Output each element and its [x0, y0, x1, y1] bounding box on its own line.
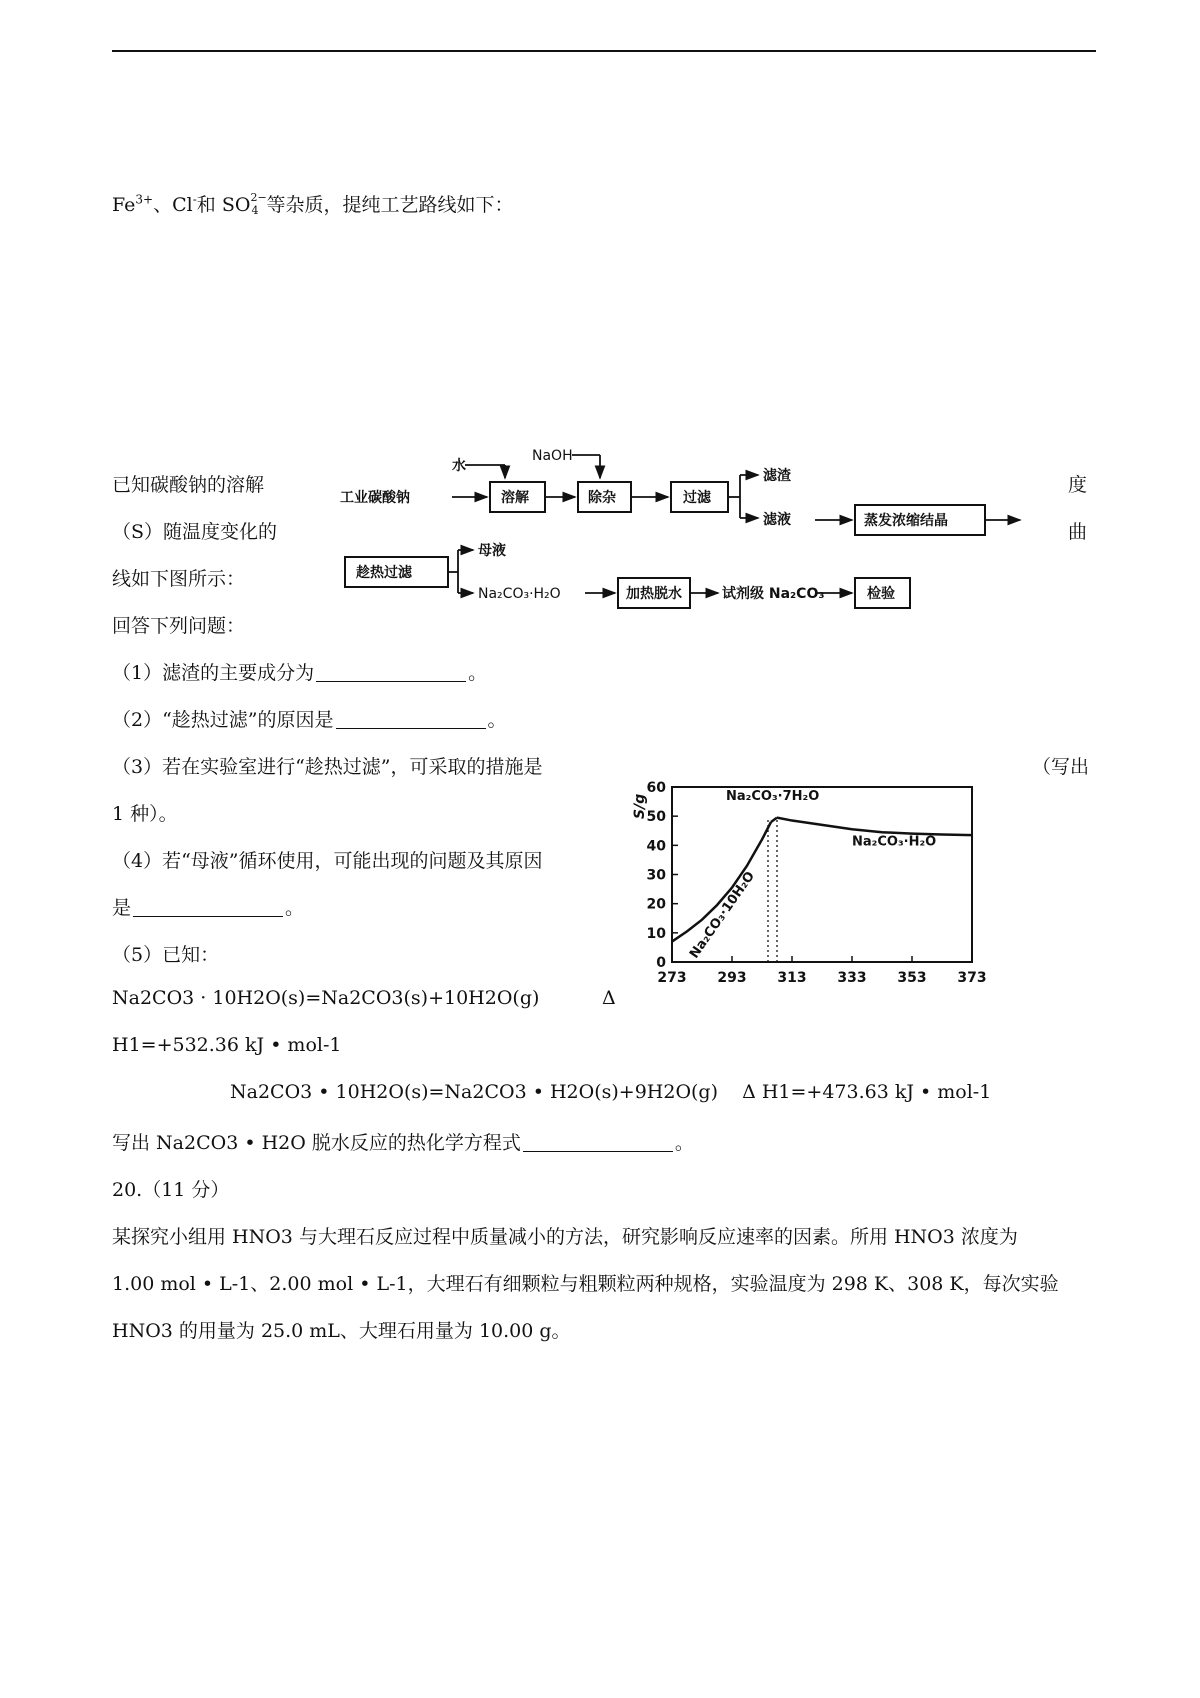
question-4-cont [112, 893, 304, 920]
y-tick-label: 40 [646, 838, 666, 855]
label-residue: 滤渣 [763, 468, 791, 484]
intro-rest: 等杂质，提纯工艺路线如下： [266, 194, 514, 216]
y-tick-label: 30 [646, 867, 666, 884]
y-axis-label: S/g [632, 793, 648, 819]
x-tick-label: 373 [957, 970, 987, 986]
question-4-cont-text: 是 [112, 897, 132, 919]
box-dissolve: 溶解 [501, 490, 529, 506]
question-3-right: （写出 [1032, 756, 1090, 778]
y-tick-label: 10 [646, 925, 666, 942]
conjunction: 和 [196, 194, 216, 216]
x-tick-label: 313 [777, 970, 807, 986]
box-filter: 过滤 [683, 490, 711, 506]
label-industrial-soda: 工业碳酸钠 [340, 490, 410, 506]
equation-1-delta: Δ [602, 987, 616, 1009]
y-tick-label: 20 [646, 896, 666, 913]
series-line-1 [771, 818, 777, 822]
label-water: 水 [452, 458, 466, 474]
ion-cl: Cl [172, 194, 193, 216]
equation-1 [112, 987, 539, 1009]
solubility-chart [630, 775, 1010, 1015]
x-tick-label: 353 [897, 970, 927, 986]
label-mother-liquor: 母液 [478, 543, 506, 559]
question-1 [112, 658, 487, 685]
series-line-2 [777, 818, 972, 836]
write-prompt-end: 。 [674, 1132, 694, 1154]
question-1-end: 。 [468, 662, 488, 684]
ion-so4-scripts [250, 191, 267, 217]
x-tick-label: 293 [717, 970, 747, 986]
write-prompt [112, 1128, 694, 1155]
header-rule [112, 50, 1096, 52]
ion-fe: Fe [112, 194, 136, 216]
series-label-heptahydrate: Na₂CO₃·7H₂O [726, 789, 820, 805]
question-4-end: 。 [285, 897, 305, 919]
label-reagent-grade: 试剂级 Na₂CO₃ [722, 586, 825, 602]
box-evaporate: 蒸发浓缩结晶 [864, 513, 948, 529]
problem-20-header: 20.（11 分） [112, 1179, 230, 1201]
question-5: （5）已知： [112, 944, 220, 966]
label-naoh: NaOH [532, 448, 573, 464]
solubility-text-3: 线如下图所示： [112, 568, 246, 590]
process-flowchart [340, 440, 1040, 625]
question-1-text: （1）滤渣的主要成分为 [112, 662, 315, 684]
ion-so4-charge: 2− [250, 191, 267, 204]
question-2 [112, 705, 507, 732]
ion-cl-charge: - [192, 192, 197, 207]
x-tick-label: 333 [837, 970, 867, 986]
problem-20-line-2: 1.00 mol • L-1、2.00 mol • L-1，大理石有细颗粒与粗颗粒两种规格，实验温度为 298 K、308 K，每次实验 [112, 1273, 1059, 1295]
answer-blank-5[interactable] [523, 1150, 673, 1152]
y-tick-label: 0 [656, 955, 666, 971]
answer-blank-4[interactable] [133, 915, 283, 917]
equation-2-text: Na2CO3 • 10H2O(s)=Na2CO3 • H2O(s)+9H2O(g) [230, 1081, 719, 1103]
equation-2-enthalpy: Δ H1=+473.63 kJ • mol-1 [742, 1081, 992, 1103]
ion-so4-sub: 4 [251, 204, 259, 217]
label-monohydrate: Na₂CO₃·H₂O [478, 586, 561, 602]
box-heat-dehydrate: 加热脱水 [626, 586, 682, 602]
answer-prompt: 回答下列问题： [112, 615, 246, 637]
box-inspect: 检验 [867, 586, 895, 602]
question-4: （4）若“母液”循环使用，可能出现的问题及其原因 [112, 850, 543, 872]
solubility-text-2: （S）随温度变化的 [112, 521, 278, 543]
solubility-text-1-right: 度 [1068, 474, 1088, 496]
intro-line [112, 190, 514, 217]
equation-2 [230, 1081, 991, 1103]
separator: 、 [153, 194, 173, 216]
ion-so4: SO [221, 194, 251, 216]
solubility-text-1: 已知碳酸钠的溶解 [112, 474, 265, 496]
question-2-text: （2）“趁热过滤”的原因是 [112, 709, 334, 731]
box-hot-filter: 趁热过滤 [356, 565, 412, 581]
write-prompt-text: 写出 Na2CO3 • H2O 脱水反应的热化学方程式 [112, 1132, 521, 1154]
equation-1-text: Na2CO3 · 10H2O(s)=Na2CO3(s)+10H2O(g) [112, 987, 540, 1009]
problem-20-line-3: HNO3 的用量为 25.0 mL、大理石用量为 10.00 g。 [112, 1320, 571, 1342]
y-tick-label: 60 [646, 780, 666, 796]
question-3: （3）若在实验室进行“趁热过滤”，可采取的措施是 [112, 756, 543, 778]
question-3-cont: 1 种）。 [112, 803, 178, 825]
series-label-decahydrate: Na₂CO₃·10H₂O [686, 868, 758, 962]
x-tick-label: 273 [657, 970, 687, 986]
y-tick-label: 50 [646, 809, 666, 826]
ion-fe-charge: 3+ [135, 192, 154, 207]
problem-20-line-1: 某探究小组用 HNO3 与大理石反应过程中质量减小的方法，研究影响反应速率的因素。所用 HNO3 浓度为 [112, 1226, 1018, 1248]
question-2-end: 。 [487, 709, 507, 731]
answer-blank-1[interactable] [316, 680, 466, 682]
equation-1-enthalpy: H1=+532.36 kJ • mol-1 [112, 1034, 342, 1056]
solubility-text-2-right: 曲 [1068, 521, 1088, 543]
box-remove-impurity: 除杂 [588, 490, 616, 506]
label-filtrate: 滤液 [763, 512, 791, 528]
answer-blank-2[interactable] [336, 727, 486, 729]
series-label-monohydrate: Na₂CO₃·H₂O [852, 834, 937, 850]
